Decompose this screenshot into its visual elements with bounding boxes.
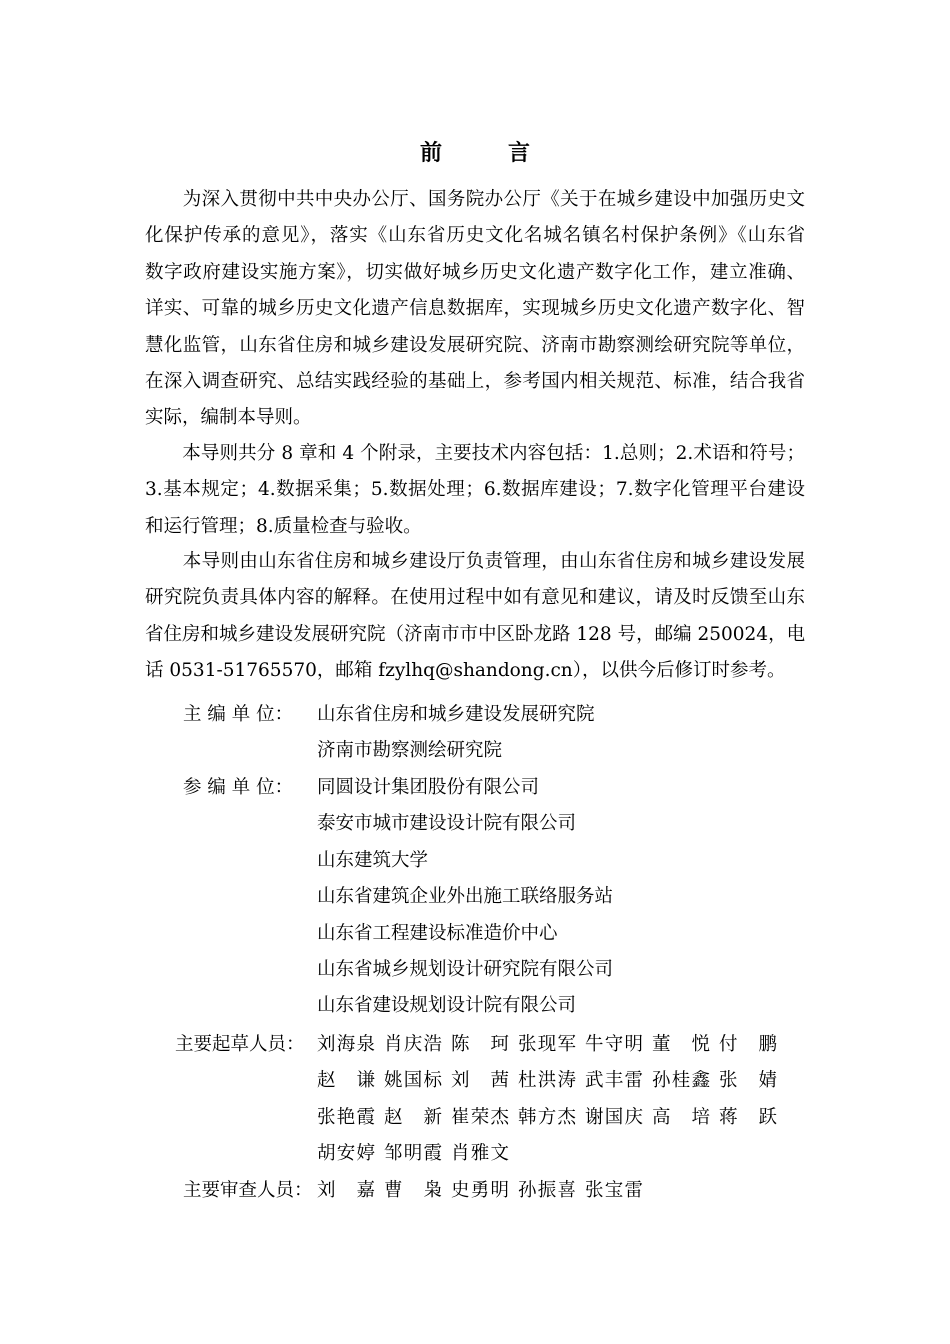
person-name: [585, 1032, 652, 1058]
person-name-text: 赵 新: [384, 1106, 442, 1128]
person-name-text: 邹明霞: [384, 1143, 442, 1165]
paragraph-line: 为深入贯彻中共中央办公厅、国务院办公厅《关于在城乡建设中加强历史文: [145, 189, 805, 210]
drafters-row: [317, 1105, 786, 1131]
person-name: [451, 1141, 518, 1167]
person-name-text: 史勇明: [451, 1180, 509, 1201]
person-name-text: 胡安婷: [317, 1143, 375, 1165]
paragraph-line: 在深入调查研究、总结实践经验的基础上，参考国内相关规范、标准，结合我省: [145, 371, 805, 392]
person-name-text: 张 婧: [719, 1070, 777, 1092]
unit-name: 山东省建筑企业外出施工联络服务站: [317, 886, 614, 908]
person-name-text: 孙振喜: [518, 1180, 576, 1201]
drafters-row: [317, 1068, 786, 1094]
unit-name: 山东建筑大学: [317, 849, 429, 871]
person-name-text: 姚国标: [384, 1070, 442, 1092]
person-name: [652, 1032, 719, 1058]
person-name: [451, 1105, 518, 1131]
unit-label: 主 编 单 位：: [183, 704, 294, 725]
drafters-label: 主要起草人员：: [175, 1034, 305, 1055]
paragraph-line: 话 0531-51765570，邮箱 fzylhq@shandong.cn），以供今后修订时参考。: [145, 660, 786, 682]
paragraph-line: 3.基本规定；4.数据采集；5.数据处理；6.数据库建设；7.数字化管理平台建设: [145, 479, 805, 501]
paragraph-line: 实际，编制本导则。: [145, 407, 312, 429]
person-name-text: 孙桂鑫: [652, 1070, 710, 1092]
reviewers-row: [317, 1178, 652, 1204]
paragraph-line: 和运行管理；8.质量检查与验收。: [145, 515, 422, 537]
person-name: [451, 1178, 518, 1204]
person-name: [317, 1178, 384, 1204]
page-title: 前 言: [419, 140, 552, 166]
unit-name: 济南市勘察测绘研究院: [317, 740, 503, 762]
paragraph-line: 慧化监管，山东省住房和城乡建设发展研究院、济南市勘察测绘研究院等单位，: [145, 334, 805, 356]
paragraph-line: 化保护传承的意见》，落实《山东省历史文化名城名镇名村保护条例》《山东省: [145, 225, 805, 247]
paragraph-line: 详实、可靠的城乡历史文化遗产信息数据库，实现城乡历史文化遗产数字化、智: [145, 298, 805, 320]
person-name: [384, 1032, 451, 1058]
person-name: [719, 1032, 786, 1058]
person-name: [518, 1105, 585, 1131]
person-name-text: 董 悦: [652, 1034, 710, 1055]
unit-name: 山东省建设规划设计院有限公司: [317, 995, 577, 1017]
unit-name: 泰安市城市建设设计院有限公司: [317, 813, 577, 835]
person-name: [451, 1032, 518, 1058]
person-name: [652, 1068, 719, 1094]
person-name-text: 武丰雷: [585, 1070, 643, 1092]
person-name-text: 杜洪涛: [518, 1070, 576, 1092]
person-name: [518, 1032, 585, 1058]
person-name: [317, 1105, 384, 1131]
person-name-text: 肖庆浩: [384, 1034, 442, 1055]
paragraph-line: 省住房和城乡建设发展研究院（济南市市中区卧龙路 128 号，邮编 250024，电: [145, 623, 806, 645]
person-name: [518, 1068, 585, 1094]
person-name: [384, 1141, 451, 1167]
unit-name: 山东省城乡规划设计研究院有限公司: [317, 959, 614, 980]
person-name: [719, 1105, 786, 1131]
person-name-text: 刘海泉: [317, 1034, 375, 1055]
person-name-text: 付 鹏: [719, 1034, 777, 1055]
person-name: [585, 1178, 652, 1204]
person-name-text: 曹 枭: [384, 1180, 442, 1201]
person-name: [585, 1105, 652, 1131]
drafters-row: [317, 1141, 518, 1167]
person-name-text: 陈 珂: [451, 1034, 509, 1055]
paragraph-line: 研究院负责具体内容的解释。在使用过程中如有意见和建议，请及时反馈至山东: [145, 587, 805, 609]
person-name-text: 刘 嘉: [317, 1180, 375, 1201]
person-name: [719, 1068, 786, 1094]
unit-label: 参 编 单 位：: [183, 777, 294, 798]
person-name: [384, 1105, 451, 1131]
person-name-text: 张宝雷: [585, 1180, 643, 1201]
person-name: [317, 1032, 384, 1058]
drafters-row: [317, 1032, 786, 1058]
unit-name: 同圆设计集团股份有限公司: [317, 777, 540, 798]
person-name: [518, 1178, 585, 1204]
person-name: [652, 1105, 719, 1131]
person-name: [384, 1178, 451, 1204]
person-name-text: 崔荣杰: [451, 1106, 509, 1128]
unit-name: 山东省工程建设标准造价中心: [317, 922, 558, 944]
person-name: [451, 1068, 518, 1094]
person-name-text: 牛守明: [585, 1034, 643, 1055]
person-name-text: 蒋 跃: [719, 1106, 777, 1128]
reviewers-label: 主要审查人员：: [183, 1180, 313, 1201]
person-name-text: 高 培: [652, 1106, 710, 1128]
paragraph-line: 本导则由山东省住房和城乡建设厅负责管理，由山东省住房和城乡建设发展: [145, 551, 805, 572]
person-name: [384, 1068, 451, 1094]
person-name-text: 赵 谦: [317, 1070, 375, 1092]
person-name-text: 刘 茜: [451, 1070, 509, 1092]
person-name-text: 韩方杰: [518, 1106, 576, 1128]
person-name-text: 谢国庆: [585, 1106, 643, 1128]
person-name: [585, 1068, 652, 1094]
paragraph-line: 本导则共分 8 章和 4 个附录，主要技术内容包括：1.总则；2.术语和符号；: [145, 443, 805, 464]
person-name-text: 肖雅文: [451, 1143, 509, 1165]
person-name: [317, 1141, 384, 1167]
person-name-text: 张艳霞: [317, 1106, 375, 1128]
person-name: [317, 1068, 384, 1094]
paragraph-line: 数字政府建设实施方案》，切实做好城乡历史文化遗产数字化工作，建立准确、: [145, 261, 805, 283]
person-name-text: 张现军: [518, 1034, 576, 1055]
unit-name: 山东省住房和城乡建设发展研究院: [317, 704, 595, 725]
